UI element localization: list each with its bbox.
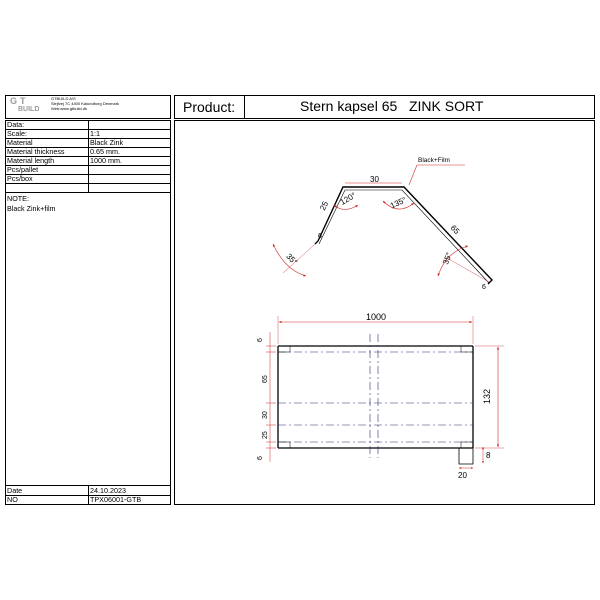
date-label: Date — [7, 486, 23, 495]
logo-build-text: BUILD — [18, 106, 40, 113]
angle-right-hem-label: 35° — [441, 251, 454, 266]
info-value-material: Black Zink — [90, 138, 124, 147]
corner-notch — [278, 346, 290, 352]
dim-right-slope-label: 65 — [448, 223, 462, 236]
dim-top-label: 30 — [370, 175, 379, 184]
product-label: Product: — [183, 99, 236, 115]
info-label-scale: Scale: — [7, 129, 27, 138]
plan-length-label: 1000 — [366, 312, 387, 322]
note-label: NOTE: — [7, 194, 29, 203]
company-name: GTBUILD A/S — [51, 96, 76, 101]
side-dim-label: 30 — [262, 411, 269, 419]
product-name: Stern kapsel 65 ZINK SORT — [300, 98, 484, 114]
info-label-data: Data: — [7, 120, 25, 129]
film-label: Black+Film — [418, 157, 450, 164]
date-value: 24.10.2023 — [90, 486, 126, 495]
info-label-material: Material — [7, 138, 33, 147]
note-text: Black Zink+film — [7, 204, 56, 213]
profile-section — [273, 157, 492, 291]
side-dim-label: 65 — [262, 375, 269, 383]
number-value: TPX06001-GTB — [90, 495, 142, 504]
company-web: Web:www.gtbuild.dk — [51, 106, 87, 111]
corner-notch — [461, 442, 473, 448]
info-label-pcs-pallet: Pcs/pallet — [7, 165, 39, 174]
dim-left-hem-label: 6 — [318, 233, 322, 240]
info-label-pcs-box: Pcs/box — [7, 174, 33, 183]
side-dim-label: 6 — [257, 456, 264, 460]
info-value-length: 1000 mm. — [90, 156, 122, 165]
angle-right-bend-label: 135° — [388, 195, 408, 211]
side-dim-label: 6 — [257, 338, 264, 342]
number-label: NO — [7, 495, 18, 504]
info-label-thickness: Material thickness — [7, 147, 65, 156]
info-value-scale: 1:1 — [90, 129, 100, 138]
logo-gt-text: GT — [10, 96, 29, 106]
angle-left-hem-label: 35° — [284, 251, 300, 267]
dim-right-hem-label: 6 — [482, 284, 486, 291]
film-leader — [409, 165, 417, 185]
corner-notch — [278, 442, 290, 448]
angle-left-bend-label: 120° — [338, 190, 358, 207]
end-tab — [459, 448, 473, 464]
corner-notch — [461, 346, 473, 352]
plan-height-label: 132 — [482, 388, 492, 404]
tab-height-label: 8 — [486, 451, 491, 460]
side-dim-label: 25 — [262, 431, 269, 439]
info-value-thickness: 0.65 mm. — [90, 147, 120, 156]
company-address: Slejfvej 7C 4400 Kalundborg Denmark — [51, 101, 120, 106]
dim-left-slope-label: 25 — [318, 199, 331, 212]
info-label-length: Material length — [7, 156, 55, 165]
tab-width-label: 20 — [458, 471, 467, 480]
plan-view — [257, 312, 504, 480]
